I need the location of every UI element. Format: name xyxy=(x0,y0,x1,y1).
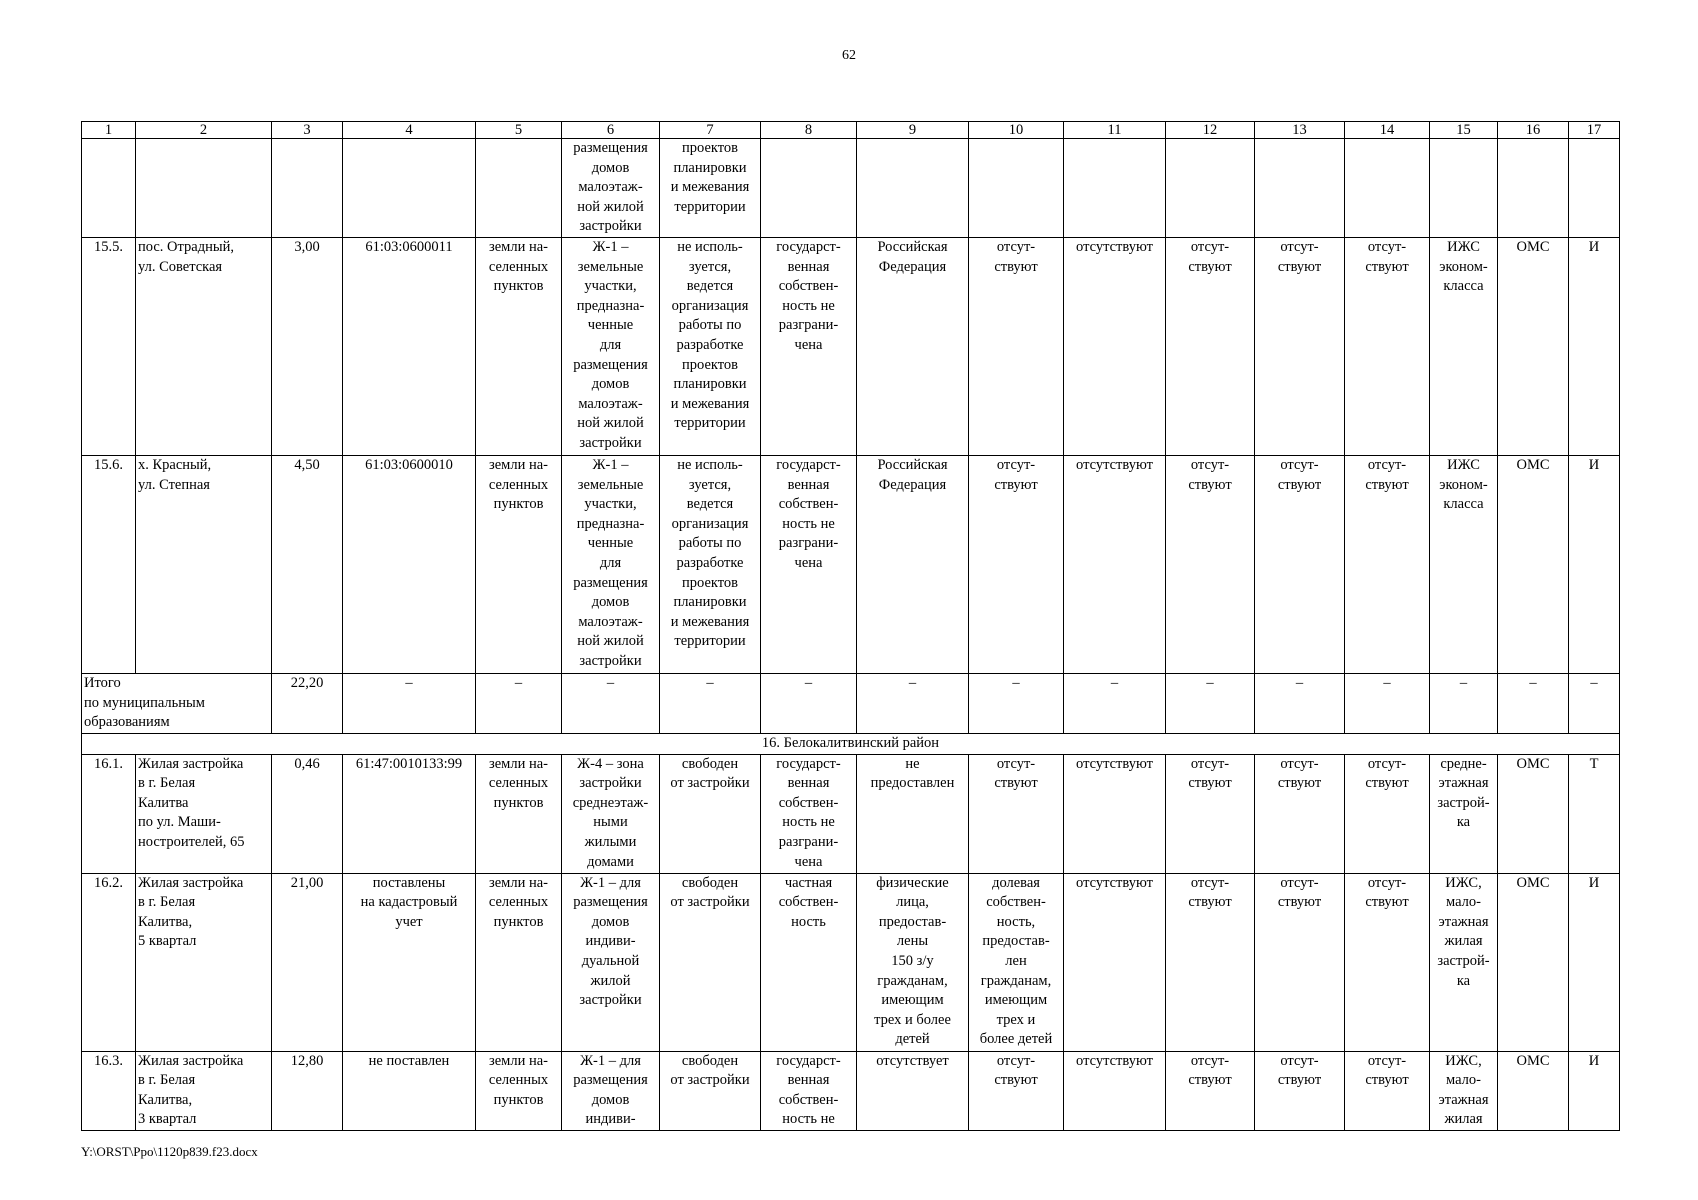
location-cell: Жилая застройка в г. Белая Калитва по ул. Маши- ностроителей, 65 xyxy=(136,754,272,873)
dash-cell: – xyxy=(562,674,660,734)
owner-cell: отсутствует xyxy=(857,1051,969,1130)
column-number: 7 xyxy=(660,122,761,139)
area-cell: 0,46 xyxy=(272,754,343,873)
table-cell xyxy=(857,139,969,238)
usage-cell: свободен от застройки xyxy=(660,1051,761,1130)
table-cell: ОМС xyxy=(1498,456,1569,674)
column-number: 8 xyxy=(761,122,857,139)
column-number: 5 xyxy=(476,122,562,139)
column-number: 13 xyxy=(1255,122,1345,139)
zone-cell: Ж-1 – земельные участки, предназна- ченные для размещения домов малоэтаж- ной жилой застройки xyxy=(562,238,660,456)
table-cell xyxy=(272,139,343,238)
table-row xyxy=(82,238,1620,456)
table-cell: ОМС xyxy=(1498,873,1569,1051)
column-number: 16 xyxy=(1498,122,1569,139)
land-plots-table xyxy=(81,121,1620,1131)
table-cell: отсут- ствуют xyxy=(1345,1051,1430,1130)
table-cell xyxy=(1498,139,1569,238)
usage-cell: свободен от застройки xyxy=(660,873,761,1051)
purpose-cell: средне- этажная застрой- ка xyxy=(1430,754,1498,873)
table-cell: отсут- ствуют xyxy=(1255,873,1345,1051)
purpose-cell: ИЖС эконом- класса xyxy=(1430,456,1498,674)
table-cell xyxy=(1166,139,1255,238)
row-number: 15.6. xyxy=(82,456,136,674)
table-cell: отсут- ствуют xyxy=(1166,456,1255,674)
column-number: 3 xyxy=(272,122,343,139)
table-cell xyxy=(969,139,1064,238)
total-row xyxy=(82,674,1620,734)
table-cell: отсут- ствуют xyxy=(1345,873,1430,1051)
table-cell xyxy=(1255,139,1345,238)
table-row xyxy=(82,754,1620,873)
area-cell: 12,80 xyxy=(272,1051,343,1130)
column-number: 14 xyxy=(1345,122,1430,139)
column-number: 12 xyxy=(1166,122,1255,139)
table-cell: отсутствуют xyxy=(1064,1051,1166,1130)
dash-cell: – xyxy=(343,674,476,734)
table-cell: отсут- ствуют xyxy=(1166,754,1255,873)
usage-cell: свободен от застройки xyxy=(660,754,761,873)
owner-cell: физические лица, предостав- лены 150 з/у гражданам, имеющим трех и более детей xyxy=(857,873,969,1051)
dash-cell: – xyxy=(1064,674,1166,734)
table-cell: И xyxy=(1569,873,1620,1051)
table-cell: отсут- ствуют xyxy=(1166,873,1255,1051)
purpose-cell: ИЖС, мало- этажная жилая застрой- ка xyxy=(1430,873,1498,1051)
table-row xyxy=(82,456,1620,674)
usage-cell: не исполь- зуется, ведется организация работы по разработке проектов планировки и межевания территории xyxy=(660,456,761,674)
dash-cell: – xyxy=(1255,674,1345,734)
total-label: Итого по муниципальным образованиям xyxy=(82,674,272,734)
table-cell: ОМС xyxy=(1498,1051,1569,1130)
table-cell: отсутствуют xyxy=(1064,238,1166,456)
dash-cell: – xyxy=(969,674,1064,734)
location-cell: Жилая застройка в г. Белая Калитва, 5 квартал xyxy=(136,873,272,1051)
table-cell xyxy=(82,139,136,238)
category-cell: земли на- селенных пунктов xyxy=(476,456,562,674)
dash-cell: – xyxy=(1569,674,1620,734)
area-cell: 21,00 xyxy=(272,873,343,1051)
table-cell: И xyxy=(1569,238,1620,456)
area-cell: 3,00 xyxy=(272,238,343,456)
row-number: 16.2. xyxy=(82,873,136,1051)
row-number: 16.1. xyxy=(82,754,136,873)
owner-cell: не предоставлен xyxy=(857,754,969,873)
ownership-cell: государст- венная собствен- ность не xyxy=(761,1051,857,1130)
column-number-row xyxy=(82,122,1620,139)
owner-cell: Российская Федерация xyxy=(857,238,969,456)
table-row xyxy=(82,1051,1620,1130)
column-number: 1 xyxy=(82,122,136,139)
row-number: 15.5. xyxy=(82,238,136,456)
zone-cell: размещения домов малоэтаж- ной жилой застройки xyxy=(562,139,660,238)
table-cell: отсут- ствуют xyxy=(1255,754,1345,873)
table-cell: долевая собствен- ность, предостав- лен гражданам, имеющим трех и более детей xyxy=(969,873,1064,1051)
table-cell xyxy=(761,139,857,238)
table-cell: отсутствуют xyxy=(1064,873,1166,1051)
table-cell: отсут- ствуют xyxy=(1255,238,1345,456)
column-number: 15 xyxy=(1430,122,1498,139)
usage-cell: проектов планировки и межевания территории xyxy=(660,139,761,238)
zone-cell: Ж-1 – для размещения домов индиви- дуальной жилой застройки xyxy=(562,873,660,1051)
table-cell: И xyxy=(1569,456,1620,674)
table-cell: ОМС xyxy=(1498,754,1569,873)
table-cell xyxy=(136,139,272,238)
category-cell: земли на- селенных пунктов xyxy=(476,238,562,456)
location-cell: х. Красный, ул. Степная xyxy=(136,456,272,674)
purpose-cell: ИЖС эконом- класса xyxy=(1430,238,1498,456)
cadastral-cell: 61:03:0600011 xyxy=(343,238,476,456)
cadastral-cell: не поставлен xyxy=(343,1051,476,1130)
cadastral-cell: 61:03:0600010 xyxy=(343,456,476,674)
ownership-cell: государст- венная собствен- ность не разграни- чена xyxy=(761,456,857,674)
page-number: 62 xyxy=(842,48,856,63)
file-path-footer: Y:\ORST\Ppo\1120p839.f23.docx xyxy=(81,1144,258,1159)
row-number: 16.3. xyxy=(82,1051,136,1130)
ownership-cell: государст- венная собствен- ность не разграни- чена xyxy=(761,754,857,873)
table-cell: ОМС xyxy=(1498,238,1569,456)
column-number: 9 xyxy=(857,122,969,139)
cadastral-cell: поставлены на кадастровый учет xyxy=(343,873,476,1051)
column-number: 11 xyxy=(1064,122,1166,139)
total-area: 22,20 xyxy=(272,674,343,734)
dash-cell: – xyxy=(1166,674,1255,734)
table-cell: отсут- ствуют xyxy=(1255,456,1345,674)
dash-cell: – xyxy=(761,674,857,734)
table-cell: отсут- ствуют xyxy=(1166,238,1255,456)
zone-cell: Ж-1 – для размещения домов индиви- xyxy=(562,1051,660,1130)
table-cell: И xyxy=(1569,1051,1620,1130)
category-cell: земли на- селенных пунктов xyxy=(476,1051,562,1130)
location-cell: пос. Отрадный, ул. Советская xyxy=(136,238,272,456)
table-row xyxy=(82,139,1620,238)
table-cell xyxy=(476,139,562,238)
area-cell: 4,50 xyxy=(272,456,343,674)
table-cell: отсут- ствуют xyxy=(969,1051,1064,1130)
table-cell: отсут- ствуют xyxy=(969,238,1064,456)
table-cell: отсут- ствуют xyxy=(969,754,1064,873)
table-cell xyxy=(1345,139,1430,238)
purpose-cell: ИЖС, мало- этажная жилая xyxy=(1430,1051,1498,1130)
category-cell: земли на- селенных пунктов xyxy=(476,754,562,873)
zone-cell: Ж-1 – земельные участки, предназна- ченные для размещения домов малоэтаж- ной жилой застройки xyxy=(562,456,660,674)
dash-cell: – xyxy=(660,674,761,734)
table-cell: Т xyxy=(1569,754,1620,873)
column-number: 17 xyxy=(1569,122,1620,139)
dash-cell: – xyxy=(1498,674,1569,734)
table-cell: отсут- ствуют xyxy=(1345,456,1430,674)
owner-cell: Российская Федерация xyxy=(857,456,969,674)
section-heading: 16. Белокалитвинский район xyxy=(82,734,1620,755)
table-cell xyxy=(1430,139,1498,238)
dash-cell: – xyxy=(1430,674,1498,734)
ownership-cell: государст- венная собствен- ность не разграни- чена xyxy=(761,238,857,456)
table-cell: отсутствуют xyxy=(1064,456,1166,674)
table-row xyxy=(82,873,1620,1051)
table-cell: отсут- ствуют xyxy=(1345,238,1430,456)
section-row xyxy=(82,734,1620,755)
category-cell: земли на- селенных пунктов xyxy=(476,873,562,1051)
cadastral-cell: 61:47:0010133:99 xyxy=(343,754,476,873)
dash-cell: – xyxy=(476,674,562,734)
dash-cell: – xyxy=(857,674,969,734)
column-number: 10 xyxy=(969,122,1064,139)
table-cell: отсут- ствуют xyxy=(1255,1051,1345,1130)
table-cell xyxy=(1064,139,1166,238)
ownership-cell: частная собствен- ность xyxy=(761,873,857,1051)
table-cell: отсут- ствуют xyxy=(1166,1051,1255,1130)
table-cell: отсут- ствуют xyxy=(969,456,1064,674)
zone-cell: Ж-4 – зона застройки среднеэтаж- ными жилыми домами xyxy=(562,754,660,873)
dash-cell: – xyxy=(1345,674,1430,734)
usage-cell: не исполь- зуется, ведется организация работы по разработке проектов планировки и межевания территории xyxy=(660,238,761,456)
table-cell: отсутствуют xyxy=(1064,754,1166,873)
table-cell xyxy=(1569,139,1620,238)
location-cell: Жилая застройка в г. Белая Калитва, 3 квартал xyxy=(136,1051,272,1130)
column-number: 6 xyxy=(562,122,660,139)
table-cell: отсут- ствуют xyxy=(1345,754,1430,873)
column-number: 4 xyxy=(343,122,476,139)
table-cell xyxy=(343,139,476,238)
column-number: 2 xyxy=(136,122,272,139)
